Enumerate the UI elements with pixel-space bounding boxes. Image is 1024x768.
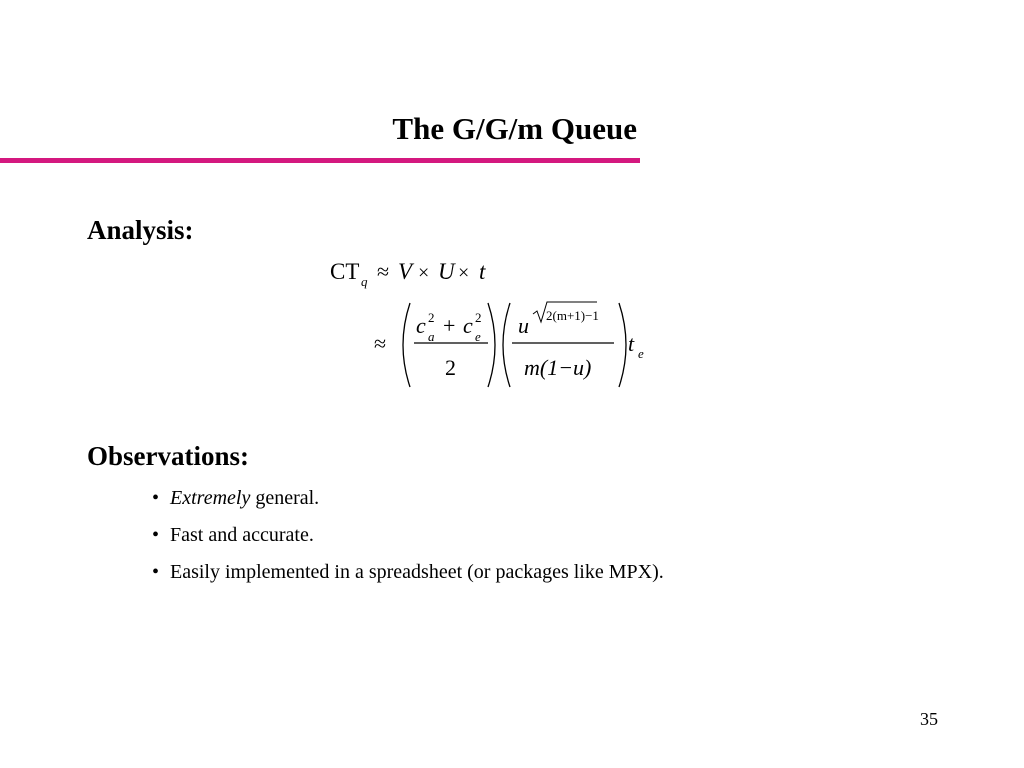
times-symbol-1: ×	[418, 262, 430, 284]
time-symbol: t	[479, 259, 486, 284]
bullet-icon: •	[152, 561, 160, 583]
denominator-two: 2	[445, 355, 456, 380]
formula-line-1	[330, 259, 486, 289]
page-number: 35	[920, 709, 938, 729]
approx-symbol-2: ≈	[374, 331, 387, 356]
emphasis-text: Extremely	[170, 487, 251, 509]
formula-line-2	[374, 302, 644, 387]
a-subscript: a	[428, 329, 435, 344]
approx-symbol-1: ≈	[377, 259, 390, 284]
bullet-icon: •	[152, 524, 160, 546]
observations-list	[152, 480, 664, 591]
ca-symbol: c	[416, 313, 426, 338]
left-paren-2	[503, 303, 510, 387]
u-base: u	[518, 313, 529, 338]
ca-square: 2	[428, 310, 435, 325]
ce-symbol: c	[463, 313, 473, 338]
analysis-heading: Analysis:	[87, 215, 194, 245]
right-paren-1	[488, 303, 495, 387]
ce-square: 2	[475, 310, 482, 325]
list-item	[152, 517, 664, 554]
slide-title: The G/G/m Queue	[392, 111, 637, 146]
utilization-symbol: U	[438, 259, 455, 284]
te-subscript: e	[638, 346, 644, 361]
list-item	[152, 554, 664, 591]
right-paren-2	[619, 303, 626, 387]
exponent-text: 2(m+1)−1	[546, 308, 599, 323]
list-item	[152, 480, 664, 517]
observations-heading: Observations:	[87, 441, 249, 471]
item-text: Easily implemented in a spreadsheet (or packages like MPX).	[170, 561, 664, 583]
times-symbol-2: ×	[458, 262, 470, 284]
q-subscript: q	[361, 274, 368, 289]
ct-symbol: CT	[330, 259, 360, 284]
bullet-icon: •	[152, 487, 160, 509]
item-text: general.	[250, 487, 320, 509]
left-paren-1	[403, 303, 410, 387]
denominator-m: m(1−u)	[524, 355, 592, 380]
plus-symbol: +	[443, 313, 456, 338]
te-symbol: t	[628, 331, 635, 356]
e-subscript: e	[475, 329, 481, 344]
variability-symbol: V	[398, 259, 413, 284]
item-text: Fast and accurate.	[170, 524, 314, 546]
